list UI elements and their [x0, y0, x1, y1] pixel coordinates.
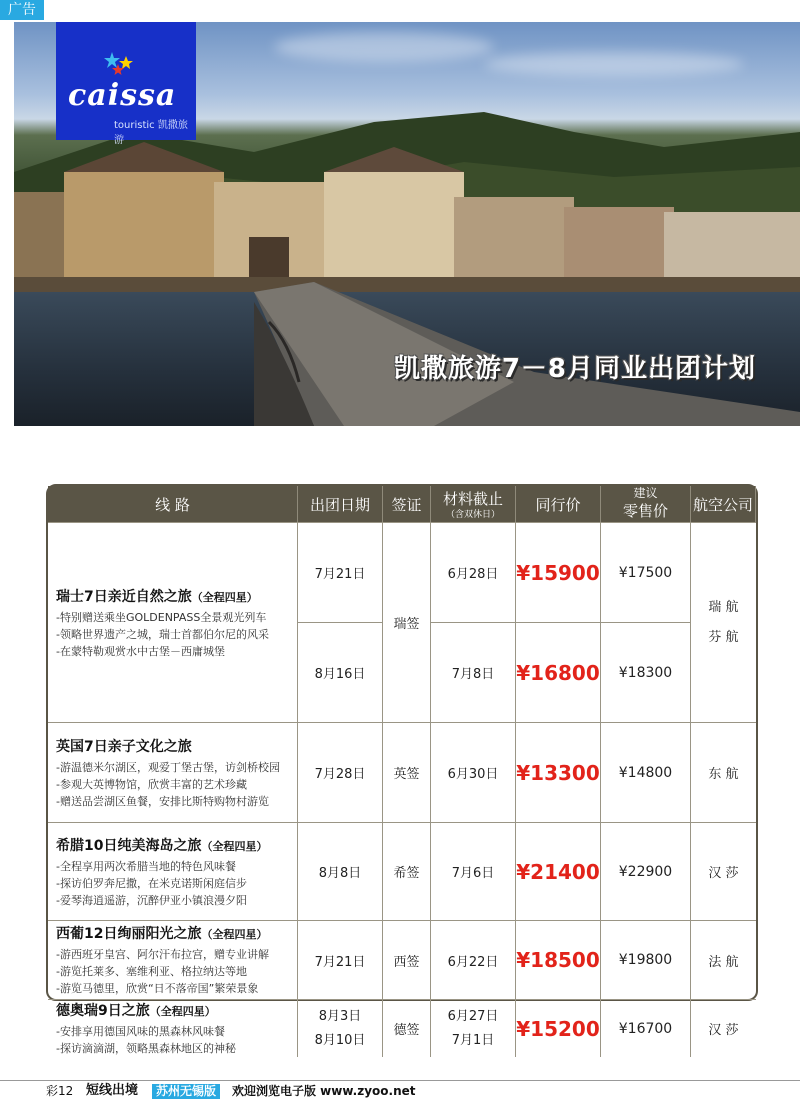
visa-value: 希签	[393, 866, 420, 881]
visa-cell	[383, 522, 431, 722]
retail-price: ¥14800	[618, 764, 673, 781]
header-peer-price-label: 同行价	[535, 495, 581, 514]
retail-price: ¥19800	[618, 952, 673, 968]
ad-label: 广告	[0, 0, 44, 20]
route-feature: -在蒙特勒观赏水中古堡－西庸城堡	[56, 644, 225, 658]
visa-cell	[383, 920, 431, 999]
header-route-label: 线 路	[155, 495, 190, 514]
retail-price: ¥17500	[618, 564, 673, 581]
date-cell	[298, 999, 383, 1057]
visa-value: 瑞签	[393, 617, 420, 632]
route-feature: -参观大英博物馆，欣赏丰富的艺术珍藏	[56, 777, 247, 791]
departure-date: 7月21日	[314, 567, 366, 582]
deadline-value: 7月6日	[451, 866, 495, 881]
route-cell	[48, 522, 298, 722]
visa-value: 英签	[393, 767, 420, 782]
departure-date: 7月21日	[314, 954, 366, 970]
route-feature: -游西班牙皇宫、阿尔汗布拉宫，赠专业讲解	[56, 948, 269, 961]
peer-price-cell	[516, 522, 601, 722]
airline-value: 东 航	[708, 767, 739, 782]
route-feature: -探访滴滴湖，领略黑森林地区的神秘	[56, 1042, 236, 1055]
peer-price: ¥16800	[516, 622, 600, 722]
deadline-value: 6月28日	[447, 567, 499, 582]
deadline-value: 7月1日	[451, 1032, 495, 1048]
header-retail-bottom: 零售价	[622, 502, 668, 520]
route-feature: -探访伯罗奔尼撒，在米克诺斯闲庭信步	[56, 876, 247, 890]
caissa-logo	[56, 22, 196, 146]
retail-price-cell	[601, 822, 691, 920]
departure-date: 8月3日	[318, 1008, 362, 1024]
peer-price: ¥18500	[516, 948, 600, 972]
route-tag: （全程四星）	[201, 839, 268, 853]
header-airline-label: 航空公司	[692, 495, 753, 514]
route-name: 希腊10日纯美海岛之旅	[56, 837, 202, 854]
date-cell	[298, 722, 383, 822]
airline-value: 芬 航	[708, 629, 739, 645]
page-number: 彩12	[46, 1084, 74, 1098]
airline-cell	[691, 822, 756, 920]
airline-cell	[691, 920, 756, 999]
deadline-cell	[431, 722, 516, 822]
date-cell	[298, 920, 383, 999]
retail-price-cell	[601, 920, 691, 999]
header-peer-price	[516, 486, 601, 522]
peer-price: ¥15900	[516, 560, 600, 585]
peer-price: ¥15200	[516, 1016, 600, 1041]
route-name: 瑞士7日亲近自然之旅	[56, 588, 192, 605]
route-title	[56, 923, 267, 943]
retail-price-cell	[601, 999, 691, 1057]
airline-value: 法 航	[708, 954, 739, 970]
peer-price-cell	[516, 999, 601, 1057]
route-feature: -特别赠送乘坐GOLDENPASS全景观光列车	[56, 610, 267, 624]
peer-price: ¥21400	[516, 859, 600, 884]
peer-price-cell	[516, 722, 601, 822]
stars-icon	[100, 50, 140, 80]
visa-cell	[383, 999, 431, 1057]
cloud	[274, 32, 494, 62]
section-name: 短线出境	[86, 1083, 139, 1098]
route-feature: -领略世界遗产之城，瑞士首都伯尔尼的风采	[56, 627, 269, 641]
departure-date: 8月10日	[314, 1032, 366, 1048]
header-retail-top: 建议	[633, 486, 658, 500]
route-name: 德奥瑞9日之旅	[56, 1003, 150, 1019]
airline-cell	[691, 999, 756, 1057]
deadline-value: 7月8日	[431, 622, 515, 722]
edition-badge: 苏州无锡版	[152, 1084, 220, 1099]
route-tag: （全程四星）	[191, 590, 258, 604]
logo-subtitle: touristic 凯撒旅游	[114, 120, 188, 146]
airline-cell	[691, 722, 756, 822]
route-title	[56, 1000, 216, 1020]
airline-value: 汉 莎	[708, 1023, 739, 1038]
peer-price: ¥13300	[516, 760, 600, 785]
header-date	[298, 486, 383, 522]
deadline-cell	[431, 920, 516, 999]
header-date-label: 出团日期	[309, 495, 370, 514]
header-visa	[383, 486, 431, 522]
deadline-value: 6月27日	[447, 1008, 499, 1024]
departure-date: 7月28日	[314, 767, 366, 782]
page-title: 凯撒旅游7－8月同业出团计划	[393, 354, 756, 384]
route-cell	[48, 722, 298, 822]
header-visa-label: 签证	[391, 495, 422, 514]
retail-price: ¥16700	[618, 1020, 673, 1037]
departure-date: 8月16日	[298, 622, 382, 722]
header-deadline-note: （含双休日）	[445, 510, 500, 520]
deadline-value: 6月30日	[447, 767, 499, 782]
route-feature: -安排享用德国风味的黑森林风味餐	[56, 1025, 225, 1038]
route-feature: -爱琴海逍遥游，沉醉伊亚小镇浪漫夕阳	[56, 893, 247, 907]
retail-price-cell	[601, 722, 691, 822]
deadline-cell	[431, 822, 516, 920]
route-feature: -赠送品尝湖区鱼餐，安排比斯特购物村游览	[56, 794, 269, 808]
logo-wordmark: caissa	[68, 78, 177, 113]
route-cell	[48, 999, 298, 1057]
visa-cell	[383, 722, 431, 822]
footer-text: 欢迎浏览电子版 www.zyoo.net	[232, 1084, 416, 1098]
route-tag: （全程四星）	[201, 928, 268, 941]
route-cell	[48, 920, 298, 999]
airline-cell	[691, 522, 756, 722]
header-deadline	[431, 486, 516, 522]
peer-price-cell	[516, 920, 601, 999]
route-name: 西葡12日绚丽阳光之旅	[56, 926, 202, 942]
tour-schedule-table	[46, 484, 758, 1055]
deadline-value: 6月22日	[447, 954, 499, 970]
header-route	[48, 486, 298, 522]
peer-price-cell	[516, 822, 601, 920]
header-retail	[601, 486, 691, 522]
route-feature: -游温德米尔湖区，观爱丁堡古堡，访剑桥校园	[56, 760, 280, 774]
deadline-cell	[431, 522, 516, 722]
route-title: 英国7日亲子文化之旅	[56, 738, 192, 755]
route-title	[56, 586, 258, 606]
route-title	[56, 835, 267, 855]
route-feature: -全程享用两次希腊当地的特色风味餐	[56, 859, 236, 873]
date-cell	[298, 822, 383, 920]
visa-value: 德签	[393, 1023, 420, 1038]
date-cell	[298, 522, 383, 722]
route-tag: （全程四星）	[149, 1005, 216, 1018]
header-airline	[691, 486, 756, 522]
stone-bridge	[14, 262, 800, 426]
page-footer	[0, 1080, 800, 1101]
cloud	[484, 52, 744, 76]
route-feature: -游览托莱多、塞维利亚、格拉纳达等地	[56, 965, 247, 978]
visa-cell	[383, 822, 431, 920]
retail-price-cell	[601, 522, 691, 722]
airline-value: 瑞 航	[708, 599, 739, 615]
header-deadline-label: 材料截止	[442, 490, 503, 508]
deadline-cell	[431, 999, 516, 1057]
route-cell	[48, 822, 298, 920]
visa-value: 西签	[393, 954, 420, 970]
airline-value: 汉 莎	[708, 866, 739, 881]
retail-price: ¥18300	[601, 622, 690, 722]
departure-date: 8月8日	[318, 866, 362, 881]
retail-price: ¥22900	[618, 863, 673, 880]
route-feature: -游览马德里，欣赏“日不落帝国”繁荣景象	[56, 982, 259, 995]
